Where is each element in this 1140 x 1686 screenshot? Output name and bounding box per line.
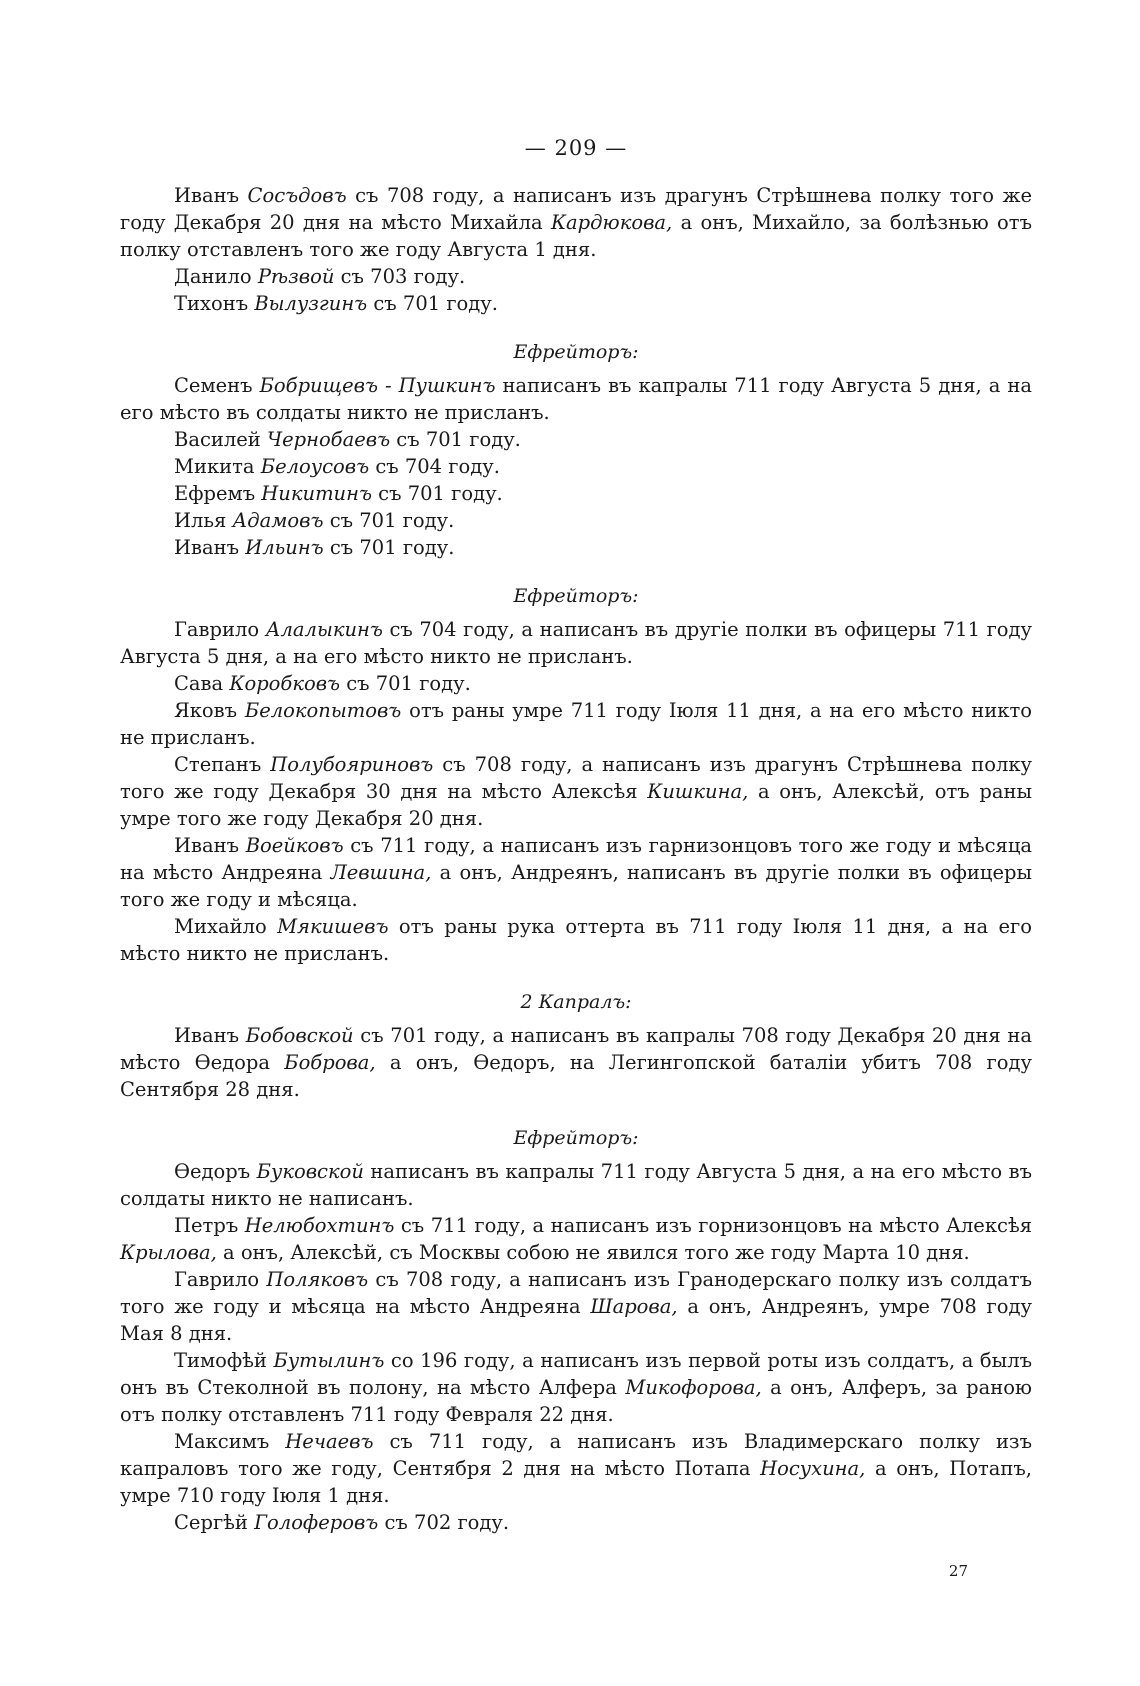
- entry-text: а онъ, Өедоръ, на Легингопской баталіи убитъ 708 году Сентября 28 дня.: [120, 1051, 1032, 1101]
- roster-entry: [120, 1509, 1032, 1536]
- roster-entry: [120, 480, 1032, 507]
- roster-entry: [120, 426, 1032, 453]
- person-surname: Левшина,: [330, 861, 432, 884]
- roster-entry: [120, 1347, 1032, 1428]
- person-surname: Рѣзвой: [257, 265, 335, 288]
- roster-entry: [120, 372, 1032, 426]
- roster-entry: [120, 616, 1032, 670]
- entry-text: съ 701 году.: [340, 672, 471, 695]
- entry-text: съ 708 году, а написанъ изъ драгунъ Стрѣшнева полку того же году Декабря 20 дня на мѣсто Михайла: [120, 184, 1032, 234]
- entry-text: Сергѣй: [174, 1511, 255, 1534]
- person-surname: Сосъдовъ: [247, 184, 347, 207]
- entry-text: Иванъ: [174, 1024, 246, 1047]
- person-surname: Никитинъ: [261, 482, 372, 505]
- entry-text: отъ раны умре 711 году Іюля 11 дня, а на его мѣсто никто не присланъ.: [120, 699, 1032, 749]
- entry-text: Сава: [174, 672, 230, 695]
- person-surname: Бобовской: [245, 1024, 354, 1047]
- section-heading: Ефрейторъ:: [513, 341, 639, 363]
- signature-mark: 27: [948, 1562, 968, 1580]
- person-surname: Воейковъ: [245, 834, 344, 857]
- person-surname: Алалыкинъ: [265, 618, 383, 641]
- entry-text: Яковъ: [174, 699, 245, 722]
- entry-text: съ 702 году.: [378, 1511, 510, 1534]
- section-heading: Ефрейторъ:: [513, 1127, 639, 1149]
- entry-text: Иванъ: [174, 834, 246, 857]
- roster-entry: [120, 263, 1032, 290]
- person-surname: Мякишевъ: [277, 915, 389, 938]
- person-surname: Кардюкова,: [550, 211, 673, 234]
- entry-text: съ 703 году.: [334, 265, 466, 288]
- entry-text: Тихонъ: [174, 292, 255, 315]
- entry-text: а онъ, Андреянъ, умре 708 году Мая 8 дня.: [120, 1295, 1032, 1345]
- entry-text: съ 701 году.: [367, 292, 498, 315]
- entry-text: Өедоръ: [174, 1160, 257, 1183]
- entry-text: а онъ, Алексѣй, отъ раны умре того же году Декабря 20 дня.: [120, 780, 1032, 830]
- entry-text: Максимъ: [174, 1430, 286, 1453]
- entry-text: со 196 году, а написанъ изъ первой роты изъ солдатъ, а былъ онъ въ Стеколной въ полону, на мѣсто Алфера: [120, 1349, 1032, 1399]
- roster-entry: [120, 832, 1032, 913]
- person-surname: Нечаевъ: [285, 1430, 374, 1453]
- person-surname: Вылузгинъ: [254, 292, 368, 315]
- person-surname: Бобрищевъ - Пушкинъ: [259, 374, 496, 397]
- person-surname: Белокопытовъ: [244, 699, 402, 722]
- person-surname: Кишкина,: [647, 780, 749, 803]
- person-surname: Полубояриновъ: [270, 753, 434, 776]
- entry-text: съ 708 году, а написанъ изъ драгунъ Стрѣшнева полку того же году Декабря 30 дня на мѣсто Алексѣя: [120, 753, 1032, 803]
- entry-text: Петръ: [174, 1214, 245, 1237]
- person-surname: Ильинъ: [245, 536, 324, 559]
- entry-text: Гаврило: [174, 618, 266, 641]
- entry-text: съ 708 году, а написанъ изъ Гранодерскаго полку изъ солдатъ того же году и мѣсяца на мѣсто Андреяна: [120, 1268, 1033, 1318]
- person-surname: Коробковъ: [229, 672, 341, 695]
- entry-text: съ 701 году.: [371, 482, 503, 505]
- section-heading: 2 Капралъ:: [520, 991, 632, 1013]
- entry-text: съ 701 году.: [323, 509, 455, 532]
- entry-text: а онъ, Михайло, за болѣзнью отъ полку отставленъ того же году Августа 1 дня.: [120, 211, 1032, 261]
- person-surname: Бутылинъ: [273, 1349, 385, 1372]
- entry-text: съ 704 году, а написанъ въ другіе полки въ офицеры 711 году Августа 5 дня, а на его мѣсто никто не присланъ.: [120, 618, 1033, 668]
- entry-text: Гаврило: [174, 1268, 267, 1291]
- entry-text: а онъ, Алферъ, за раною отъ полку отставленъ 711 году Февраля 22 дня.: [120, 1376, 1032, 1426]
- entry-text: Семенъ: [174, 374, 260, 397]
- entry-text: съ 711 году, а написанъ изъ гарнизонцовъ того же году и мѣсяца на мѣсто Андреяна: [120, 834, 1032, 884]
- entry-text: съ 704 году.: [369, 455, 500, 478]
- person-surname: Носухина,: [760, 1457, 866, 1480]
- roster-entry: [120, 182, 1032, 263]
- entry-text: Иванъ: [174, 536, 246, 559]
- roster-entry: [120, 1212, 1032, 1266]
- person-surname: Нелюбохтинъ: [244, 1214, 395, 1237]
- entry-text: съ 701 году.: [390, 428, 521, 451]
- entry-text: Тимофѣй: [174, 1349, 274, 1372]
- entry-text: написанъ въ капралы 711 году Августа 5 дня, а на его мѣсто въ солдаты никто не присланъ.: [120, 374, 1032, 424]
- document-body: [120, 182, 1032, 1536]
- person-surname: Крылова,: [120, 1241, 217, 1264]
- entry-text: Василей: [174, 428, 267, 451]
- person-surname: Адамовъ: [232, 509, 324, 532]
- entry-text: съ 711 году, а написанъ изъ Владимерскаго полку изъ капраловъ того же году, Сентября 2 дня на мѣсто Потапа: [120, 1430, 1032, 1480]
- roster-entry: [120, 913, 1032, 967]
- roster-entry: [120, 453, 1032, 480]
- entry-text: отъ раны рука оттерта въ 711 году Іюля 11 дня, а на его мѣсто никто не присланъ.: [120, 915, 1032, 965]
- person-surname: Белоусовъ: [260, 455, 370, 478]
- entry-text: съ 711 году, а написанъ изъ горнизонцовъ на мѣсто Алексѣя: [394, 1214, 1033, 1237]
- entry-text: Илья: [174, 509, 233, 532]
- page-number: — 209 —: [524, 136, 628, 160]
- roster-entry: [120, 1428, 1032, 1509]
- entry-text: а онъ, Андреянъ, написанъ въ другіе полки въ офицеры того же году и мѣсяца.: [120, 861, 1032, 911]
- person-surname: Боброва,: [284, 1051, 376, 1074]
- roster-entry: [120, 507, 1032, 534]
- entry-text: Степанъ: [174, 753, 271, 776]
- roster-entry: [120, 697, 1032, 751]
- roster-entry: [120, 670, 1032, 697]
- person-surname: Поляковъ: [266, 1268, 369, 1291]
- roster-entry: [120, 534, 1032, 561]
- entry-text: Михайло: [174, 915, 278, 938]
- entry-text: съ 701 году, а написанъ въ капралы 708 году Декабря 20 дня на мѣсто Өедора: [120, 1024, 1032, 1074]
- roster-entry: [120, 751, 1032, 832]
- person-surname: Буковской: [256, 1160, 364, 1183]
- entry-text: а онъ, Потапъ, умре 710 году Іюля 1 дня.: [120, 1457, 1032, 1507]
- person-surname: Чернобаевъ: [267, 428, 391, 451]
- entry-text: а онъ, Алексѣй, съ Москвы собою не явился того же году Марта 10 дня.: [216, 1241, 970, 1264]
- person-surname: Шарова,: [590, 1295, 678, 1318]
- entry-text: Иванъ: [174, 184, 248, 207]
- person-surname: Микофорова,: [625, 1376, 762, 1399]
- entry-text: Данило: [174, 265, 258, 288]
- roster-entry: [120, 1158, 1032, 1212]
- roster-entry: [120, 1022, 1032, 1103]
- entry-text: съ 701 году.: [323, 536, 455, 559]
- person-surname: Голоферовъ: [254, 1511, 379, 1534]
- entry-text: написанъ въ капралы 711 году Августа 5 дня, а на его мѣсто въ солдаты никто не написанъ.: [120, 1160, 1032, 1210]
- entry-text: Ефремъ: [174, 482, 262, 505]
- section-heading: Ефрейторъ:: [513, 585, 639, 607]
- roster-entry: [120, 1266, 1032, 1347]
- entry-text: Микита: [174, 455, 261, 478]
- roster-entry: [120, 290, 1032, 317]
